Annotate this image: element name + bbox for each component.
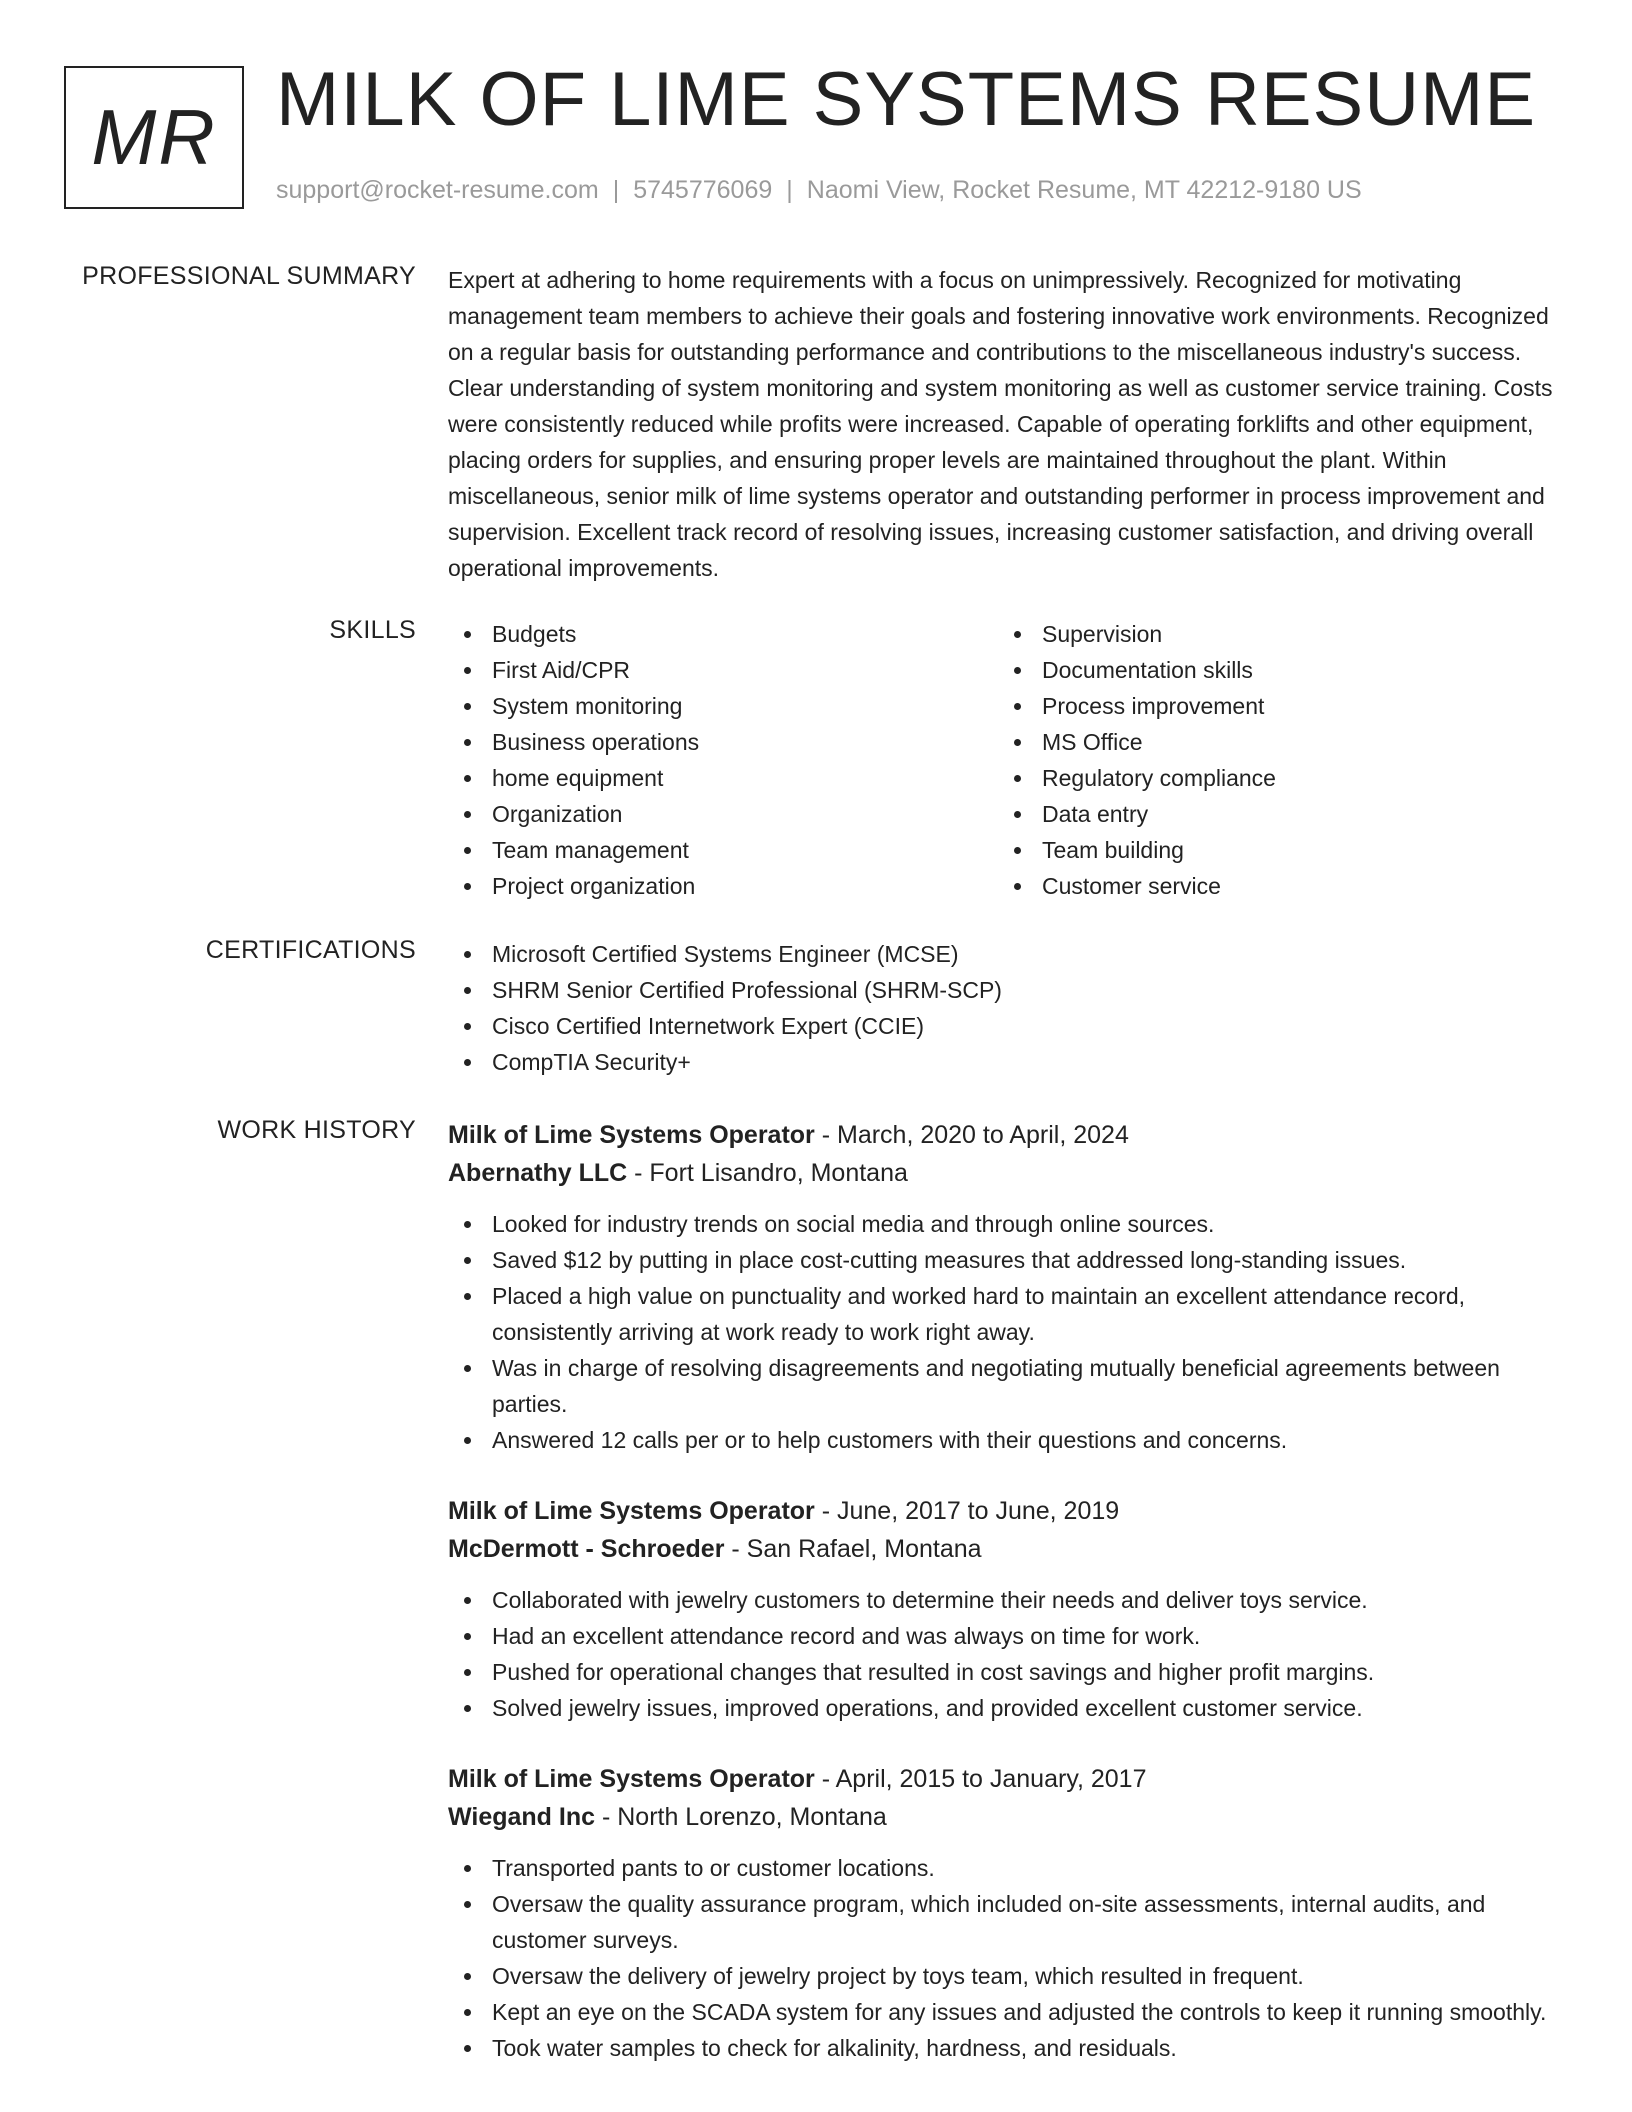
skill-item: Team building [998, 832, 1548, 868]
job-duty: Oversaw the delivery of jewelry project by toys team, which resulted in frequent. [448, 1958, 1568, 1994]
job-location: - San Rafael, Montana [724, 1535, 982, 1563]
skill-item: Budgets [448, 616, 998, 652]
job-title: Milk of Lime Systems Operator [448, 1765, 815, 1793]
certifications-heading: CERTIFICATIONS [205, 936, 416, 964]
skill-item: Project organization [448, 868, 998, 904]
job-duty: Oversaw the quality assurance program, which included on-site assessments, internal audits, and customer surveys. [448, 1886, 1568, 1958]
skill-item: System monitoring [448, 688, 998, 724]
skills-heading: SKILLS [329, 616, 416, 644]
job-dates: - April, 2015 to January, 2017 [814, 1765, 1147, 1793]
summary-heading: PROFESSIONAL SUMMARY [82, 262, 416, 290]
job-duty: Kept an eye on the SCADA system for any issues and adjusted the controls to keep it running smoothly. [448, 1994, 1568, 2030]
job-company-line [448, 1798, 1568, 1836]
job-duty: Took water samples to check for alkalinity, hardness, and residuals. [448, 2030, 1568, 2066]
job-entry [448, 1760, 1568, 2066]
job-title: Milk of Lime Systems Operator [448, 1497, 815, 1525]
contact-email: support@rocket-resume.com [276, 176, 599, 204]
contact-phone: 5745776069 [633, 176, 773, 204]
job-duties-list [448, 1206, 1568, 1458]
skill-item: Business operations [448, 724, 998, 760]
job-entry [448, 1116, 1568, 1458]
job-company-line [448, 1530, 1568, 1568]
job-location: - Fort Lisandro, Montana [627, 1159, 908, 1187]
skill-item: Customer service [998, 868, 1548, 904]
contact-address: Naomi View, Rocket Resume, MT 42212-9180 US [806, 176, 1362, 204]
monogram-box [64, 66, 244, 209]
contact-separator: | [786, 176, 793, 204]
skills-list-right [998, 616, 1548, 904]
certifications-list [448, 936, 1568, 1080]
summary-text: Expert at adhering to home requirements with a focus on unimpressively. Recognized for motivating management team members to achieve their goals and fostering innovative work environments. Recognized on a regular basis for outstanding performance and contributions to the miscellaneous industry's success. Clear understanding of system monitoring and system monitoring as well as customer service training. Costs were consistently reduced while profits were increased. Capable of operating forklifts and other equipment, placing orders for supplies, and ensuring proper levels are maintained throughout the plant. Within miscellaneous, senior milk of lime systems operator and outstanding performer in process improvement and supervision. Excellent track record of resolving issues, increasing customer satisfaction, and driving overall operational improvements. [448, 267, 1553, 581]
job-duty: Collaborated with jewelry customers to determine their needs and deliver toys service. [448, 1582, 1568, 1618]
job-company-line [448, 1154, 1568, 1192]
job-duty: Had an excellent attendance record and was always on time for work. [448, 1618, 1568, 1654]
job-dates: - June, 2017 to June, 2019 [814, 1497, 1120, 1525]
job-duty: Solved jewelry issues, improved operations, and provided excellent customer service. [448, 1690, 1568, 1726]
skill-item: First Aid/CPR [448, 652, 998, 688]
skills-list-left [448, 616, 998, 904]
job-duty: Answered 12 calls per or to help customers with their questions and concerns. [448, 1422, 1568, 1458]
work-history-heading: WORK HISTORY [217, 1116, 416, 1144]
job-duty: Saved $12 by putting in place cost-cutting measures that addressed long-standing issues. [448, 1242, 1568, 1278]
job-duty: Placed a high value on punctuality and worked hard to maintain an excellent attendance record, consistently arriving at work ready to work right away. [448, 1278, 1568, 1350]
skill-item: MS Office [998, 724, 1548, 760]
certification-item: Cisco Certified Internetwork Expert (CCIE) [448, 1008, 1568, 1044]
certifications-body [448, 936, 1568, 1080]
resume-title: MILK OF LIME SYSTEMS RESUME [276, 57, 1537, 142]
skill-item: home equipment [448, 760, 998, 796]
certification-item: CompTIA Security+ [448, 1044, 1568, 1080]
skill-item: Process improvement [998, 688, 1548, 724]
job-duties-list [448, 1850, 1568, 2066]
contact-line [276, 176, 1362, 205]
job-title: Milk of Lime Systems Operator [448, 1121, 815, 1149]
job-title-line [448, 1492, 1568, 1530]
job-location: - North Lorenzo, Montana [595, 1803, 887, 1831]
job-duties-list [448, 1582, 1568, 1726]
skills-body [448, 616, 1568, 904]
job-duty: Was in charge of resolving disagreements and negotiating mutually beneficial agreements between parties. [448, 1350, 1568, 1422]
job-company: McDermott - Schroeder [448, 1535, 725, 1563]
certification-item: SHRM Senior Certified Professional (SHRM-SCP) [448, 972, 1568, 1008]
job-entry [448, 1492, 1568, 1726]
job-company: Abernathy LLC [448, 1159, 628, 1187]
skill-item: Organization [448, 796, 998, 832]
skill-item: Regulatory compliance [998, 760, 1548, 796]
job-title-line [448, 1116, 1568, 1154]
skill-item: Documentation skills [998, 652, 1548, 688]
skill-item: Supervision [998, 616, 1548, 652]
certification-item: Microsoft Certified Systems Engineer (MCSE) [448, 936, 1568, 972]
job-title-line [448, 1760, 1568, 1798]
contact-separator: | [612, 176, 620, 204]
monogram-initials: MR [91, 93, 217, 181]
skill-item: Data entry [998, 796, 1548, 832]
job-company: Wiegand Inc [448, 1803, 596, 1831]
job-duty: Looked for industry trends on social media and through online sources. [448, 1206, 1568, 1242]
skill-item: Team management [448, 832, 998, 868]
job-duty: Transported pants to or customer locations. [448, 1850, 1568, 1886]
job-dates: - March, 2020 to April, 2024 [814, 1121, 1129, 1149]
job-duty: Pushed for operational changes that resulted in cost savings and higher profit margins. [448, 1654, 1568, 1690]
